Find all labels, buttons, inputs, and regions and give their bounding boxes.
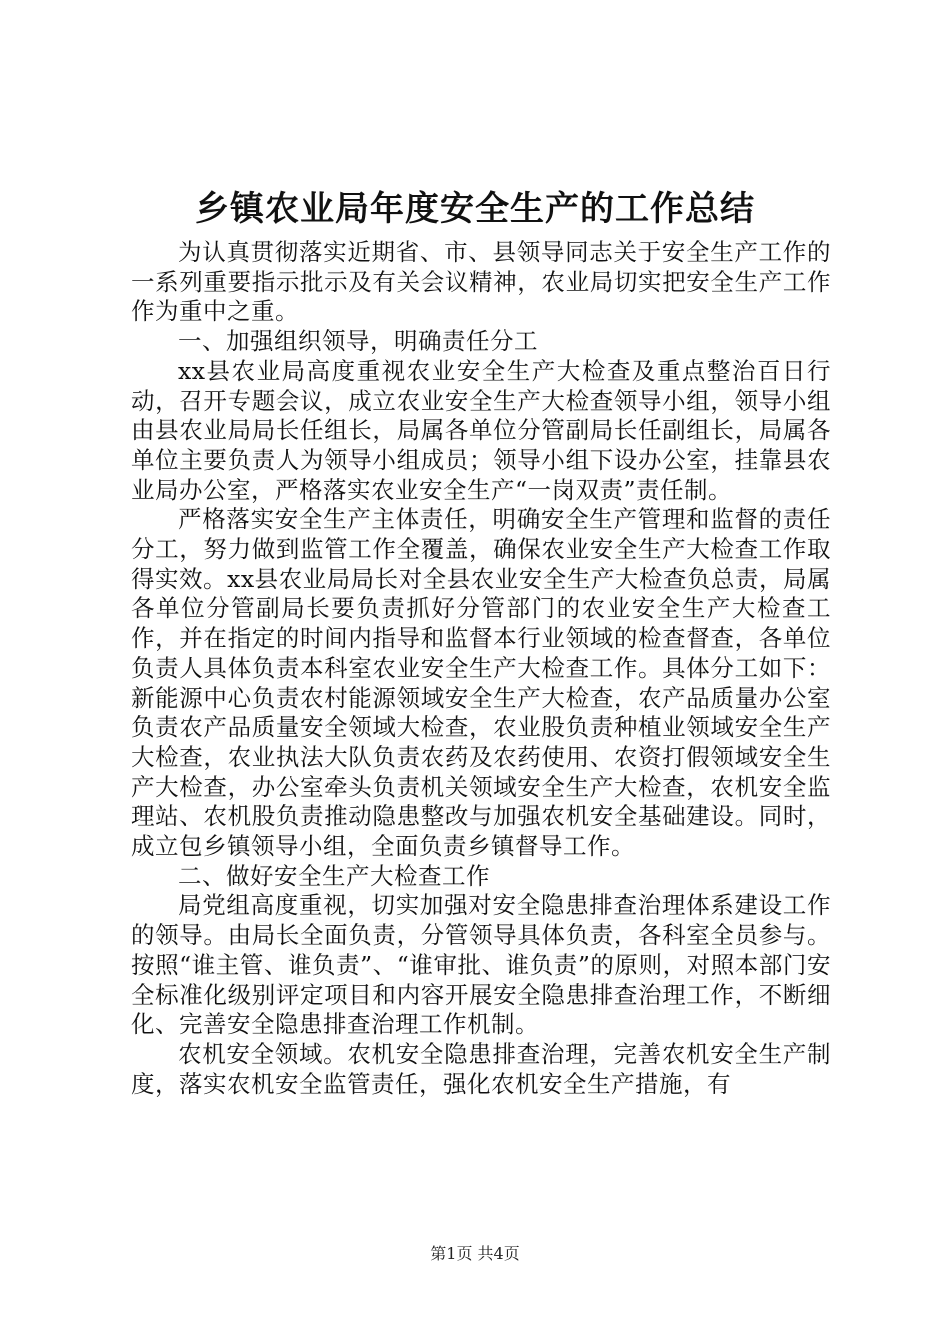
paragraph-intro: 为认真贯彻落实近期省、市、县领导同志关于安全生产工作的一系列重要指示批示及有关会议精神，农业局切实把安全生产工作作为重中之重。 xyxy=(131,238,831,326)
paragraph-hazard-investigation: 局党组高度重视，切实加强对安全隐患排查治理体系建设工作的领导。由局长全面负责，分管领导具体负责，各科室全员参与。按照“谁主管、谁负责”、“谁审批、谁负责”的原则，对照本部门安全标准化级别评定项目和内容开展安全隐患排查治理工作，不断细化、完善安全隐患排查治理工作机制。 xyxy=(131,891,831,1039)
document-body xyxy=(131,238,831,1099)
section-heading-1: 一、加强组织领导，明确责任分工 xyxy=(178,327,538,356)
paragraph-agri-machinery-safety: 农机安全领域。农机安全隐患排查治理，完善农机安全生产制度，落实农机安全监管责任，强化农机安全生产措施，有 xyxy=(131,1039,831,1098)
paragraph-responsibility-division: 严格落实安全生产主体责任，明确安全生产管理和监督的责任分工，努力做到监管工作全覆盖，确保农业安全生产大检查工作取得实效。xx县农业局局长对全县农业安全生产大检查负总责，局属各单位分管副局长要负责抓好分管部门的农业安全生产大检查工作，并在指定的时间内指导和监督本行业领域的检查督查，各单位负责人具体负责本科室农业安全生产大检查工作。具体分工如下：新能源中心负责农村能源领域安全生产大检查，农产品质量办公室负责农产品质量安全领域大检查，农业股负责种植业领域安全生产大检查，农业执法大队负责农药及农药使用、农资打假领域安全生产大检查，办公室牵头负责机关领域安全生产大检查，农机安全监理站、农机股负责推动隐患整改与加强农机安全基础建设。同时，成立包乡镇领导小组，全面负责乡镇督导工作。 xyxy=(131,505,831,861)
document-title: 乡镇农业局年度安全生产的工作总结 xyxy=(195,189,755,229)
paragraph-leadership-group: xx县农业局高度重视农业安全生产大检查及重点整治百日行动，召开专题会议，成立农业安全生产大检查领导小组，领导小组由县农业局局长任组长，局属各单位分管副局长任副组长，局属各单位主要负责人为领导小组成员；领导小组下设办公室，挂靠县农业局办公室，严格落实农业安全生产“一岗双责”责任制。 xyxy=(131,356,831,504)
section-heading-2: 二、做好安全生产大检查工作 xyxy=(178,861,490,890)
page-footer: 第1页 共4页 xyxy=(430,1244,520,1263)
